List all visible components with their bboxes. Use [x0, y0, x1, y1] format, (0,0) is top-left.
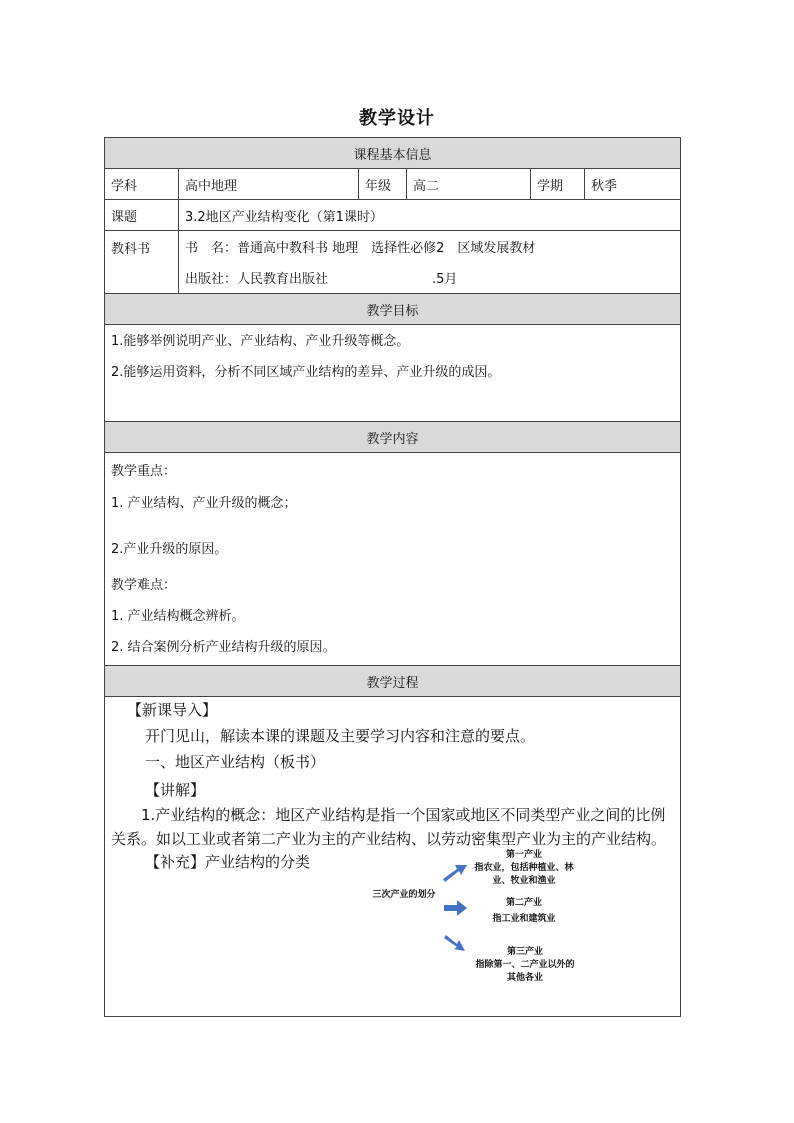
primary-industry — [469, 849, 579, 888]
textbook-name: 书 名：普通高中教科书 地理 选择性必修2 区域发展教材 — [185, 241, 536, 256]
topic-value: 3.2地区产业结构变化（第1课时） — [179, 200, 681, 231]
term-label: 学期 — [531, 169, 585, 200]
subject-label: 学科 — [105, 169, 179, 200]
content-body — [105, 453, 681, 666]
intro-text: 开门见山，解读本课的课题及主要学习内容和注意的要点。 — [145, 727, 536, 745]
grade-value: 高二 — [407, 169, 531, 200]
content-header: 教学内容 — [105, 422, 681, 453]
process-body — [105, 697, 681, 1017]
lesson-plan-table — [104, 137, 681, 1017]
goals-header: 教学目标 — [105, 294, 681, 325]
supplement-heading: 【补充】产业结构的分类 — [145, 853, 311, 871]
secondary-desc: 指工业和建筑业 — [492, 914, 556, 924]
arrow-up-icon — [443, 865, 467, 882]
tertiary-industry — [473, 946, 577, 985]
goals-body — [105, 325, 681, 422]
difficult-points-label: 教学难点： — [111, 578, 177, 593]
page-title: 教学设计 — [359, 108, 435, 129]
diagram-center-label: 三次产业的划分 — [372, 890, 436, 900]
textbook-publisher: 出版社：人民教育出版社 .5月 — [185, 272, 458, 287]
concept-paragraph: 1.产业结构的概念：地区产业结构是指一个国家或地区不同类型产业之间的比例关系。如以工业或者第二产业为主的产业结构、以劳动密集型产业为主的产业结构。 — [111, 806, 667, 848]
primary-title: 第一产业 — [505, 850, 542, 860]
secondary-title: 第二产业 — [505, 898, 542, 908]
difficult-point-item: 1. 产业结构概念辨析。 — [111, 609, 245, 624]
intro-heading: 【新课导入】 — [127, 701, 218, 719]
subject-value: 高中地理 — [179, 169, 359, 200]
topic-label: 课题 — [105, 200, 179, 231]
textbook-info — [179, 231, 681, 294]
diagram-arrows — [111, 849, 681, 989]
grade-label: 年级 — [359, 169, 407, 200]
term-value: 秋季 — [585, 169, 681, 200]
section-heading: 一、地区产业结构（板书） — [145, 753, 326, 771]
primary-desc: 指农业，包括种植业、林业、牧业和渔业 — [474, 863, 574, 886]
basic-info-header: 课程基本信息 — [105, 138, 681, 169]
arrow-down-icon — [444, 935, 465, 951]
tertiary-title: 第三产业 — [506, 947, 543, 957]
arrow-right-icon — [444, 900, 467, 916]
lecture-heading: 【讲解】 — [145, 781, 206, 799]
process-header: 教学过程 — [105, 666, 681, 697]
tertiary-desc: 指除第一、二产业以外的其他各业 — [475, 960, 575, 983]
textbook-label: 教科书 — [105, 231, 179, 294]
secondary-industry — [469, 897, 579, 926]
difficult-point-item: 2. 结合案例分析产业结构升级的原因。 — [111, 640, 336, 655]
goal-item: 1.能够举例说明产业、产业结构、产业升级等概念。 — [111, 334, 410, 349]
goal-item: 2.能够运用资料，分析不同区域产业结构的差异、产业升级的成因。 — [111, 365, 501, 380]
industry-classification-diagram — [111, 849, 674, 989]
key-point-item: 2.产业升级的原因。 — [111, 542, 228, 557]
key-point-item: 1. 产业结构、产业升级的概念； — [111, 496, 297, 511]
key-points-label: 教学重点： — [111, 464, 177, 479]
